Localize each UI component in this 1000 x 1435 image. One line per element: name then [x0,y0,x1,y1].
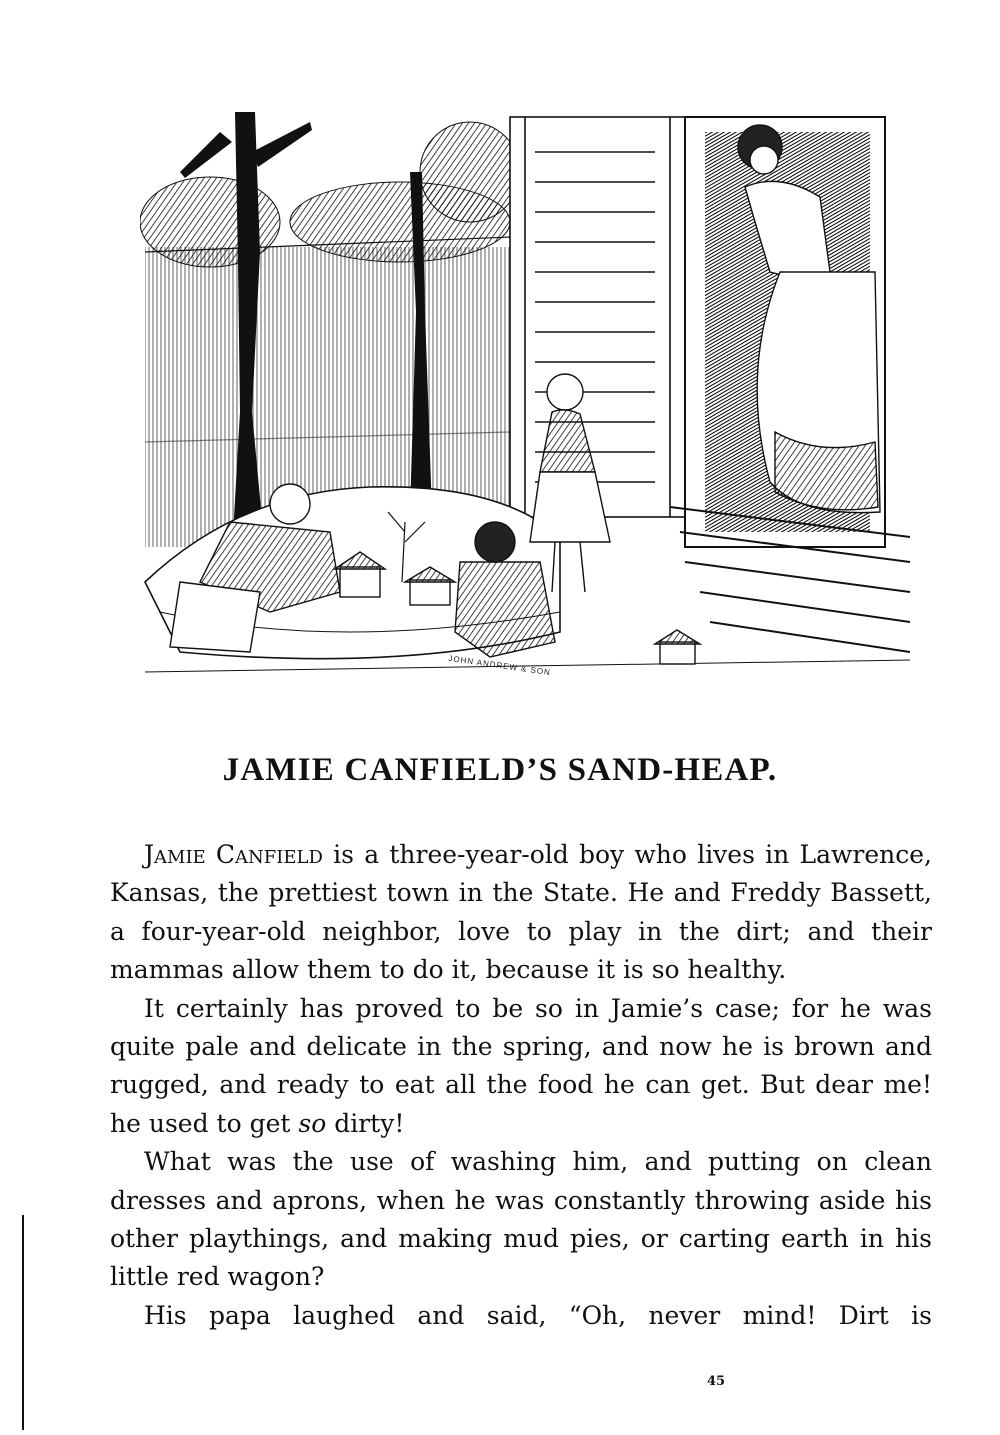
story-title: JAMIE CANFIELD’S SAND-HEAP. [222,752,778,788]
sand-heap-illustration [140,112,910,702]
paragraph-4: His papa laughed and said, “Oh, never mind! Dirt is [144,1300,932,1330]
paragraph-2-tail-after: dirty! [326,1108,405,1138]
engraving-icon [140,112,910,702]
paragraph-1 [110,836,932,990]
paragraph-2 [110,990,932,1144]
paragraph-3: What was the use of washing him, and putting on clean dresses and aprons, when he was constantly throwing aside his other playthings, and making mud pies, or carting earth in his little red wagon? [110,1147,932,1292]
paragraph-2-tail-before: But dear me! he used to get [110,1070,933,1138]
opening-name: Jamie Canfield [144,840,323,869]
house-siding [510,117,685,517]
engraver-signature: JOHN ANDREW & SON [447,653,552,678]
foliage [140,122,520,267]
story-body [110,836,932,1335]
paragraph-2-em: so [298,1108,327,1138]
paragraph-2-text: It certainly has proved to be so in Jamie’s case; for he was quite pale and delicate in the spring, and now he is brown and rugged, and ready to eat all the food he can get. [110,993,932,1100]
margin-rule [22,1215,24,1430]
page-number: 45 [707,1374,726,1389]
paragraph-1-text: is a three-year-old boy who lives in Lawrence, Kansas, the prettiest town in the State. He and Freddy Bassett, a four-year-old neighbor, love to play in the dirt; and their mammas allow them to do it, because it is so healthy. [110,840,932,985]
